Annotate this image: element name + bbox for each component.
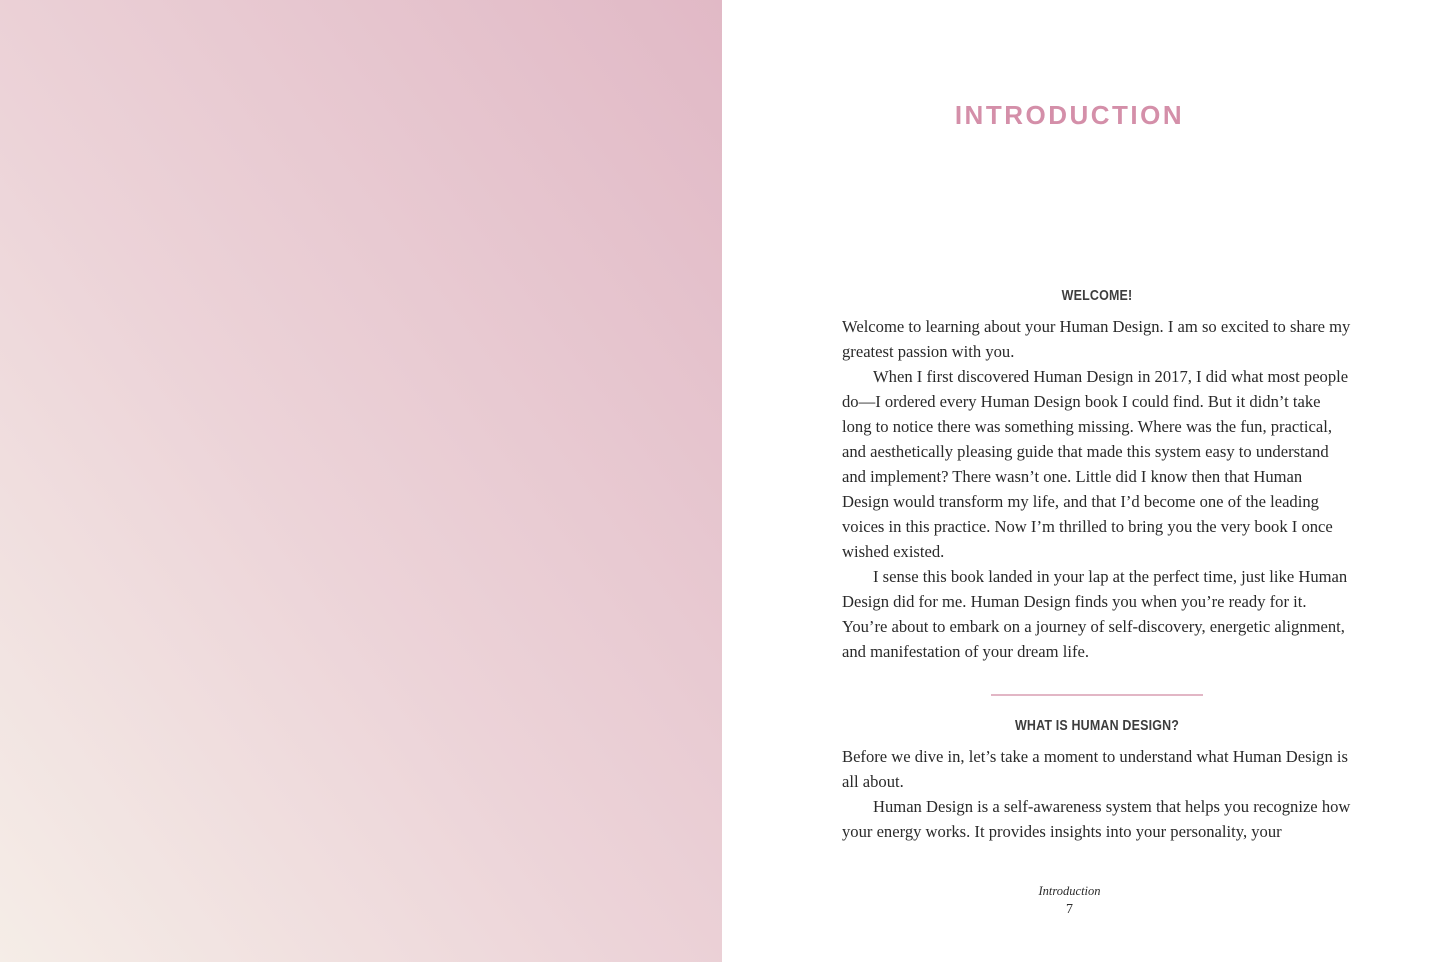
running-head: Introduction: [1038, 884, 1101, 898]
paragraph: I sense this book landed in your lap at the perfect time, just like Human Design did for me. Human Design finds you when you’re ready for it. You’re about to embark on a journey of self-discovery, energetic alignment, and manifestation of your dream life.: [842, 567, 1348, 661]
paragraph: Welcome to learning about your Human Design. I am so excited to share my greatest passion with you.: [842, 317, 1351, 361]
section-heading-what-is-human-design: WHAT IS HUMAN DESIGN?: [1014, 718, 1180, 734]
paragraph: When I first discovered Human Design in 2017, I did what most people do—I ordered every Human Design book I could find. But it didn’t take long to notice there was something missing. Where was the fun, practical, and aesthetically pleasing guide that made this system easy to understand and implement? There wasn’t one. Little did I know then that Human Design would transform my life, and that I’d become one of the leading voices in this practice. Now I’m thrilled to bring you the very book I once wished existed.: [842, 367, 1349, 561]
page-number: 7: [1066, 902, 1073, 917]
section-divider: [991, 694, 1203, 696]
page-body: [842, 284, 1352, 844]
page-footer: [694, 882, 1445, 920]
section-heading-welcome: WELCOME!: [1061, 288, 1133, 304]
right-page: [722, 0, 1445, 962]
left-page-gradient: [0, 0, 722, 962]
paragraph: Before we dive in, let’s take a moment to understand what Human Design is all about.: [842, 747, 1348, 791]
chapter-title: INTRODUCTION: [954, 100, 1185, 130]
paragraph: Human Design is a self-awareness system that helps you recognize how your energy works. It provides insights into your personality, your: [842, 797, 1351, 841]
